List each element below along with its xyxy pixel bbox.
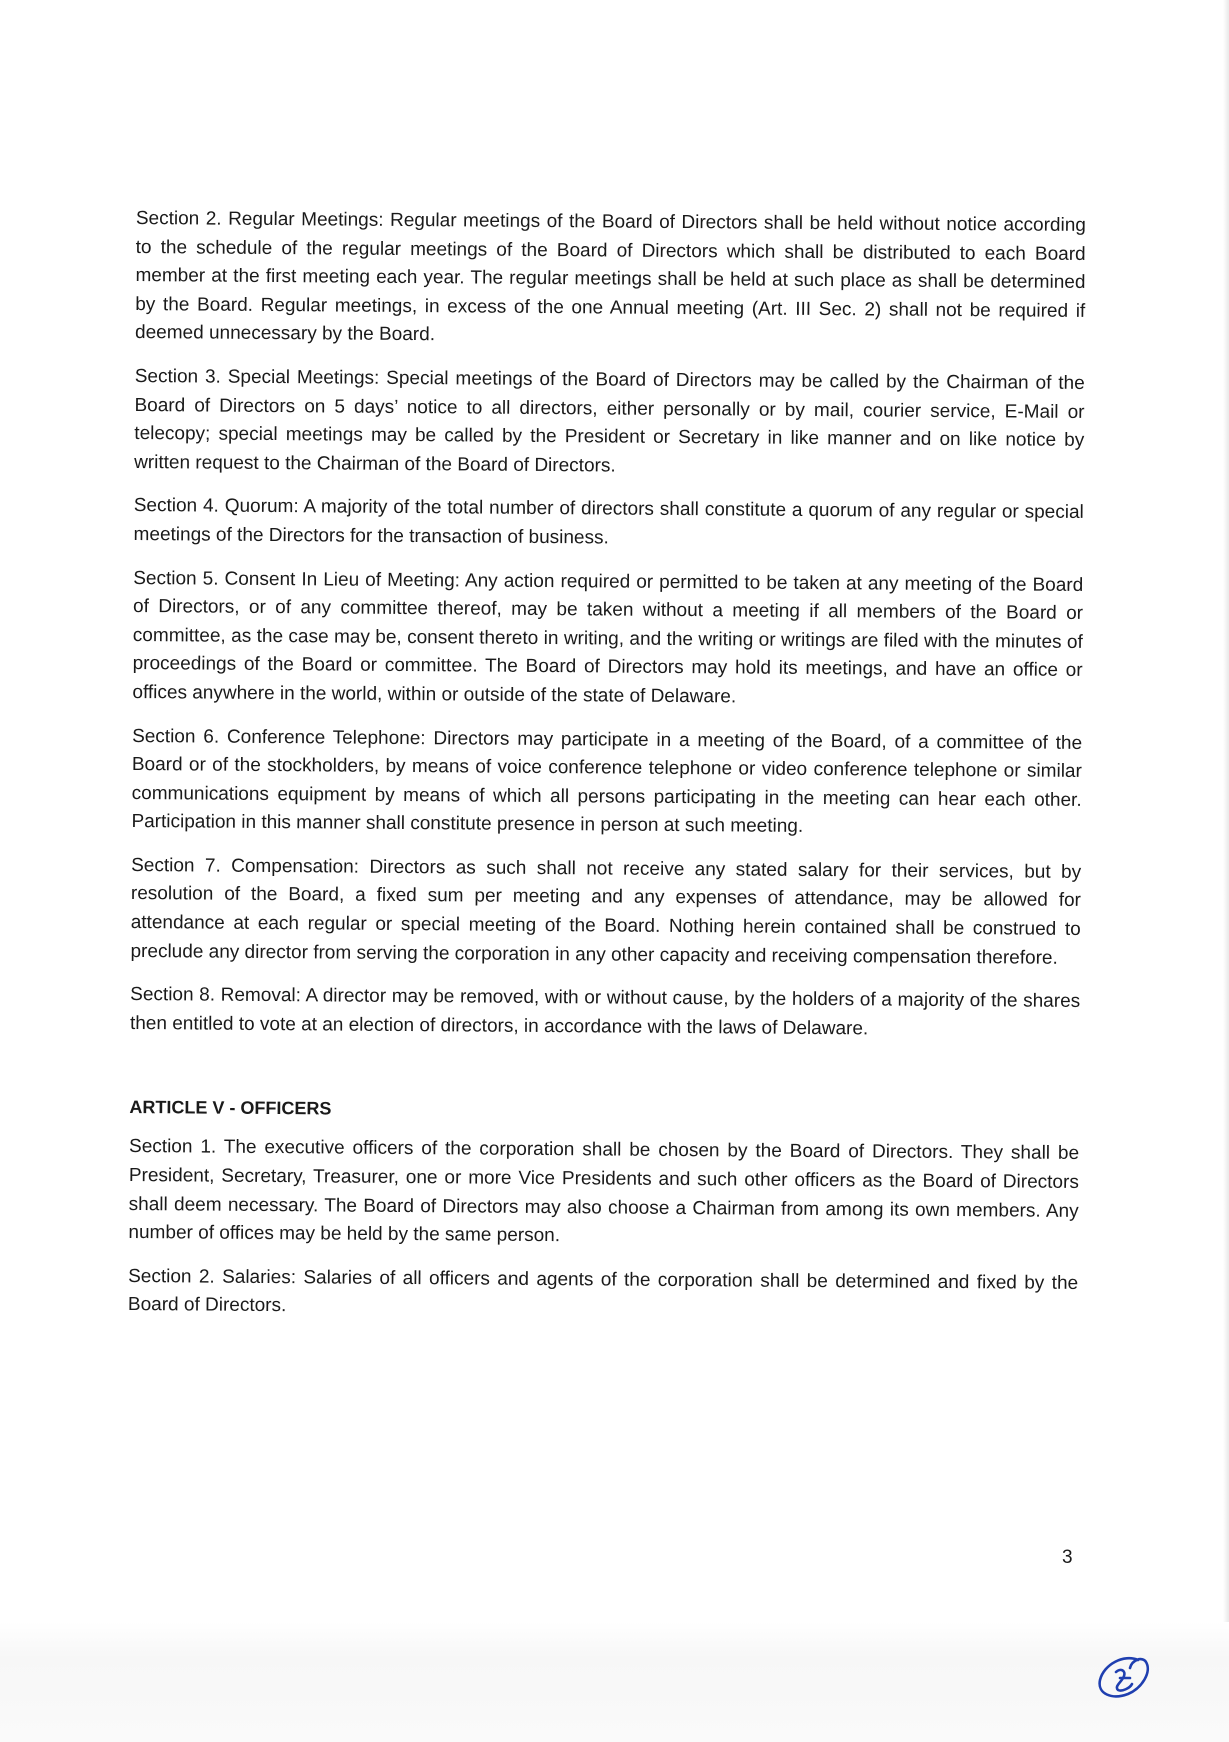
section-quorum: Section 4. Quorum: A majority of the total number of directors shall constitute a quorum of any regular or special meetings of the Directors for the transaction of business.: [133, 495, 1084, 549]
section-officers: Section 1. The executive officers of the corporation shall be chosen by the Board of Directors. They shall be President, Secretary, Treasurer, one or more Vice Presidents and such other officers as the Board of Directors shall deem necessary. The Board of Directors may also choose a Chairman from among its own members. Any number of offices may be held by the same person.: [128, 1136, 1080, 1247]
section-special-meetings: Section 3. Special Meetings: Special meetings of the Board of Directors may be called by the Chairman of the Board of Directors on 5 days’ notice to all directors, either personally or by mail, courier service, E-Mail or telecopy; special meetings may be called by the President or Secretary in like manner and on like notice by written request to the Chairman of the Board of Directors.: [134, 365, 1085, 477]
document-body: [128, 205, 1086, 1342]
section-compensation: Section 7. Compensation: Directors as such shall not receive any stated salary for their services, but by resolution of the Board, a fixed sum per meeting and any expenses of attendance, may be allowed for attendance at each regular or special meeting of the Board. Nothing herein contained shall be construed to preclude any director from serving the corporation in any other capacity and receiving compensation therefore.: [130, 854, 1082, 969]
page-edge-shadow: [1223, 0, 1229, 1742]
handwritten-initials-icon: [1090, 1650, 1160, 1705]
article-heading: ARTICLE V - OFFICERS: [129, 1097, 332, 1119]
section-consent-in-lieu: Section 5. Consent In Lieu of Meeting: Any action required or permitted to be taken at any meeting of the Board of Directors, or of any committee thereof, may be taken without a meeting if all members of the Board or committee, as the case may be, consent thereto in writing, and the writing or writings are filed with the minutes of proceedings of the Board or committee. The Board of Directors may hold its meetings, and have an office or offices anywhere in the world, within or outside of the state of Delaware.: [132, 567, 1084, 708]
scan-bottom-band: [0, 1622, 1229, 1742]
page-number: 3: [1062, 1547, 1073, 1568]
section-salaries: Section 2. Salaries: Salaries of all officers and agents of the corporation shall be determined and fixed by the Board of Directors.: [127, 1265, 1079, 1317]
section-conference-telephone: Section 6. Conference Telephone: Directors may participate in a meeting of the Board, of a committee of the Board or of the stockholders, by means of voice conference telephone or video conference telephone or similar communications equipment by means of which all persons participating in the meeting can hear each other. Participation in this manner shall constitute presence in person at such meeting.: [131, 725, 1083, 838]
section-removal: Section 8. Removal: A director may be removed, with or without cause, by the holders of a majority of the shares then entitled to vote at an election of directors, in accordance with the laws of Delaware.: [129, 984, 1081, 1040]
section-regular-meetings: Section 2. Regular Meetings: Regular meetings of the Board of Directors shall be held without notice according to the schedule of the regular meetings of the Board of Directors which shall be distributed to each Board member at the first meeting each year. The regular meetings shall be held at such place as shall be determined by the Board. Regular meetings, in excess of the one Annual meeting (Art. III Sec. 2) shall not be required if deemed unnecessary by the Board.: [134, 207, 1086, 346]
